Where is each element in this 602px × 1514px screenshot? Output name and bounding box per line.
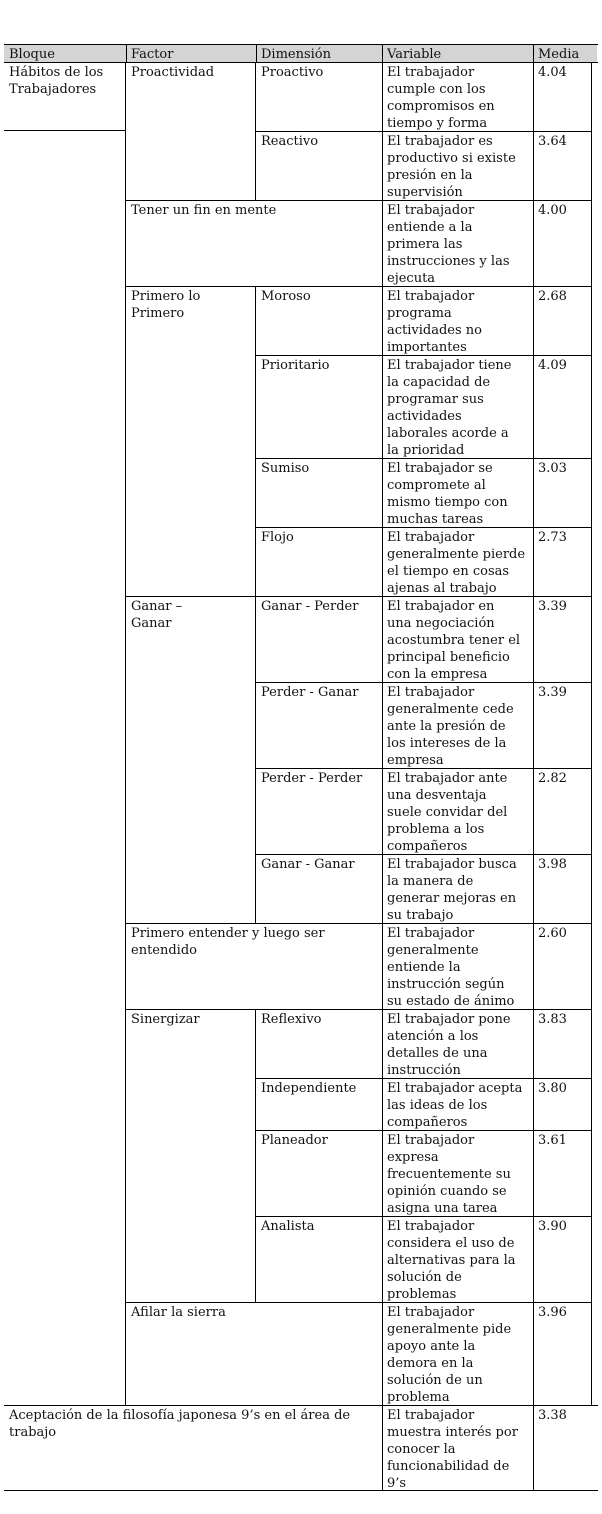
dimension-cell: Sumiso <box>261 461 310 476</box>
variable-cell: El trabajador en una negociación acostumbra tener el principal beneficio con la empresa <box>387 599 521 682</box>
media-cell: 3.83 <box>538 1012 567 1027</box>
media-cell: 3.64 <box>538 134 567 149</box>
column-divider <box>533 45 534 1490</box>
media-cell: 3.03 <box>538 461 567 476</box>
variable-cell: El trabajador programa actividades no importantes <box>387 289 483 355</box>
factor-entender: Primero entender y luego ser entendido <box>131 926 325 958</box>
factor-sinergizar: Sinergizar <box>131 1012 200 1027</box>
row-divider <box>256 682 592 683</box>
variable-cell: El trabajador generalmente cede ante la presión de los intereses de la empresa <box>387 685 514 768</box>
dimension-cell: Moroso <box>261 289 311 304</box>
row-divider <box>256 131 592 132</box>
media-cell: 4.04 <box>538 65 567 80</box>
variable-cell: El trabajador es productivo si existe presión en la supervisión <box>387 134 516 200</box>
media-cell: 2.73 <box>538 530 567 545</box>
factor-ganar-ganar: Ganar – Ganar <box>131 599 183 631</box>
table-bottom-rule <box>4 1490 598 1491</box>
variable-cell: El trabajador generalmente pide apoyo ante la demora en la solución de un problema <box>387 1305 512 1405</box>
dimension-cell: Proactivo <box>261 65 324 80</box>
media-cell: 4.09 <box>538 358 567 373</box>
table-top-rule <box>4 44 598 45</box>
row-divider <box>126 596 592 597</box>
column-divider <box>126 45 127 62</box>
row-divider <box>126 200 592 201</box>
row-divider <box>256 854 592 855</box>
media-cell: 2.68 <box>538 289 567 304</box>
media-cell: 3.80 <box>538 1081 567 1096</box>
row-divider <box>256 1216 592 1217</box>
variable-cell: El trabajador acepta las ideas de los compañeros <box>387 1081 523 1130</box>
media-cell: 3.39 <box>538 685 567 700</box>
header-bloque: Bloque <box>4 45 126 62</box>
variable-cell: El trabajador ante una desventaja suele convidar del problema a los compañeros <box>387 771 508 854</box>
variable-cell: El trabajador generalmente pierde el tiempo en cosas ajenas al trabajo <box>387 530 526 596</box>
media-cell: 3.61 <box>538 1133 567 1148</box>
dimension-cell: Flojo <box>261 530 294 545</box>
block-habitos: Hábitos de los Trabajadores <box>9 65 104 97</box>
variable-cell: El trabajador muestra interés por conocer la funcionabilidad de 9’s <box>387 1408 518 1490</box>
media-cell: 3.98 <box>538 857 567 872</box>
row-divider <box>256 768 592 769</box>
row-divider <box>256 1078 592 1079</box>
row-divider <box>256 458 592 459</box>
factor-fin-en-mente: Tener un fin en mente <box>131 203 277 218</box>
row-divider <box>126 1009 592 1010</box>
dimension-cell: Perder - Ganar <box>261 685 359 700</box>
row-divider <box>126 286 592 287</box>
column-divider <box>256 45 257 62</box>
dimension-cell: Reflexivo <box>261 1012 322 1027</box>
column-divider <box>591 63 592 1405</box>
dimension-cell: Prioritario <box>261 358 330 373</box>
column-divider <box>382 45 383 1490</box>
header-media: Media <box>533 45 597 62</box>
dimension-cell: Reactivo <box>261 134 319 149</box>
factor-primero-lo-primero: Primero lo Primero <box>131 289 201 321</box>
column-divider <box>125 63 126 1405</box>
row-divider <box>4 1405 598 1406</box>
header-factor: Factor <box>126 45 256 62</box>
header-variable: Variable <box>382 45 533 62</box>
column-divider <box>255 63 256 200</box>
variable-cell: El trabajador se compromete al mismo tiempo con muchas tareas <box>387 461 508 527</box>
block-aceptacion: Aceptación de la filosofía japonesa 9’s en el área de trabajo <box>9 1408 351 1440</box>
row-divider <box>126 923 592 924</box>
dimension-cell: Planeador <box>261 1133 328 1148</box>
factor-afilar-sierra: Afilar la sierra <box>131 1305 226 1320</box>
dimension-cell: Analista <box>261 1219 315 1234</box>
header-rule <box>4 62 598 63</box>
dimension-cell: Ganar - Perder <box>261 599 359 614</box>
variable-cell: El trabajador tiene la capacidad de programar sus actividades laborales acorde a la prioridad <box>387 358 512 458</box>
variable-cell: El trabajador pone atención a los detalles de una instrucción <box>387 1012 511 1078</box>
row-divider <box>256 1130 592 1131</box>
factor-proactividad: Proactividad <box>131 65 215 80</box>
header-dimension: Dimensión <box>256 45 382 62</box>
dimension-cell: Ganar - Ganar <box>261 857 355 872</box>
media-cell: 3.96 <box>538 1305 567 1320</box>
variable-cell: El trabajador cumple con los compromisos en tiempo y forma <box>387 65 495 131</box>
variable-cell: El trabajador entiende a la primera las instrucciones y las ejecuta <box>387 203 510 286</box>
media-cell: 3.38 <box>538 1408 567 1423</box>
column-divider <box>255 287 256 923</box>
dimension-cell: Independiente <box>261 1081 357 1096</box>
dimension-cell: Perder - Perder <box>261 771 363 786</box>
column-divider <box>255 1010 256 1302</box>
row-divider <box>126 1302 592 1303</box>
media-cell: 3.39 <box>538 599 567 614</box>
media-cell: 2.60 <box>538 926 567 941</box>
media-cell: 2.82 <box>538 771 567 786</box>
variable-cell: El trabajador expresa frecuentemente su opinión cuando se asigna una tarea <box>387 1133 511 1216</box>
row-divider <box>256 355 592 356</box>
media-cell: 3.90 <box>538 1219 567 1234</box>
variable-cell: El trabajador busca la manera de generar mejoras en su trabajo <box>387 857 517 923</box>
row-divider <box>256 527 592 528</box>
variable-cell: El trabajador considera el uso de alternativas para la solución de problemas <box>387 1219 516 1302</box>
variable-cell: El trabajador generalmente entiende la instrucción según su estado de ánimo <box>387 926 515 1009</box>
row-divider <box>4 130 126 131</box>
media-cell: 4.00 <box>538 203 567 218</box>
